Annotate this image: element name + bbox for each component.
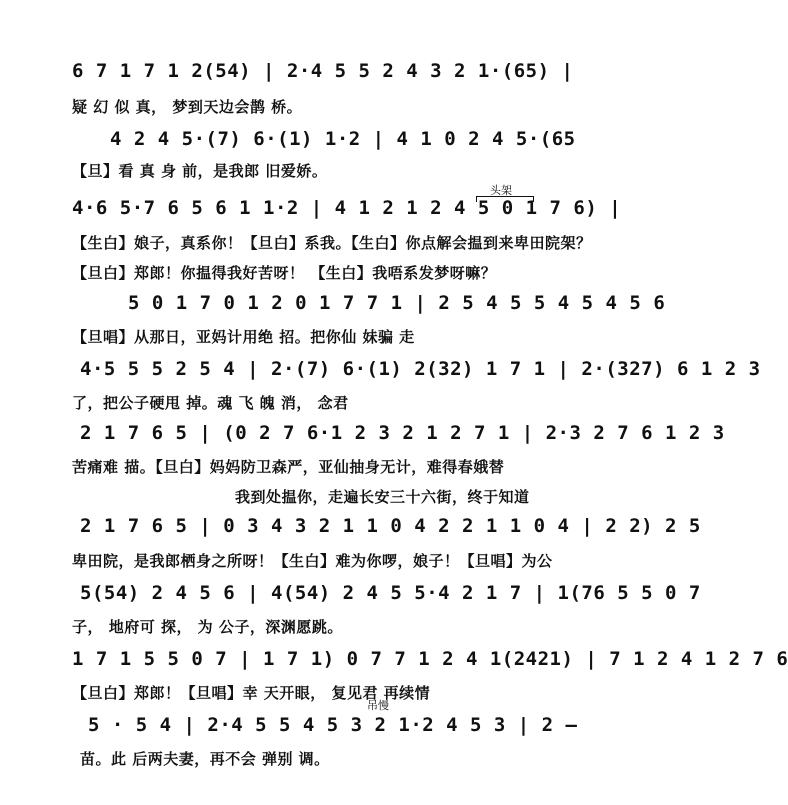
head-frame-mark: 头架 (490, 184, 512, 197)
lyrics-line: 卑田院，是我郎栖身之所呀！【生白】难为你啰，娘子！【旦唱】为公 (72, 552, 553, 570)
notation-line: 1 7 1 5 5 0 7 | 1 7 1) 0 7 7 1 2 4 1(2421) | 7 1 2 4 1 2 7 6 (72, 648, 788, 670)
lyrics-line: 【旦白】郑郎！【旦唱】幸 天开眼， 复见君 再续情 (72, 684, 431, 702)
notation-line: 4 2 4 5·(7) 6·(1) 1·2 | 4 1 0 2 4 5·(65 (110, 128, 576, 150)
lyrics-line: 子， 地府可 探， 为 公子，深渊愿跳。 (72, 618, 343, 636)
lyrics-line: 【生白】娘子，真系你！【旦白】系我。【生白】你点解会揾到来卑田院架？ (72, 234, 592, 252)
notation-line: 4·5 5 5 2 5 4 | 2·(7) 6·(1) 2(32) 1 7 1 | 2·(327) 6 1 2 3 (80, 358, 761, 380)
lyrics-line: 【旦】看 真 身 前，是我郎 旧爱娇。 (72, 162, 328, 180)
lyrics-line: 【旦唱】从那日，亚妈计用绝 招。把你仙 妹骗 走 (72, 328, 415, 346)
lyrics-line: 疑 幻 似 真， 梦到天边会鹊 桥。 (72, 98, 303, 116)
lyrics-line: 【旦白】郑郎！你揾得我好苦呀！ 【生白】我唔系发梦呀嘛？ (72, 264, 497, 282)
lyrics-line: 苗。此 后两夫妻，再不会 弹别 调。 (80, 750, 330, 768)
notation-line: 5 · 5 4 | 2·4 5 5 4 5 3 2 1·2 4 5 3 | 2 — (88, 714, 578, 736)
notation-line: 2 1 7 6 5 | 0 3 4 3 2 1 1 0 4 2 2 1 1 0 4 | 2 2) 2 5 (80, 515, 701, 537)
notation-line: 6 7 1 7 1 2(54) | 2·4 5 5 2 4 3 2 1·(65) | (72, 60, 574, 82)
slow-down-mark: 吊慢 (367, 699, 389, 712)
lyrics-line: 了，把公子硬甩 掉。魂 飞 魄 消， 念君 (72, 394, 349, 412)
notation-line: 5 0 1 7 0 1 2 0 1 7 7 1 | 2 5 4 5 5 4 5 4 5 6 (128, 292, 666, 314)
lyrics-line: 我到处揾你，走遍长安三十六街，终于知道 (235, 488, 530, 506)
notation-line: 4·6 5·7 6 5 6 1 1·2 | 4 1 2 1 2 4 5 0 1 7 6) | (72, 197, 622, 219)
notation-line: 5(54) 2 4 5 6 | 4(54) 2 4 5 5·4 2 1 7 | 1(76 5 5 0 7 (80, 582, 701, 604)
lyrics-line: 苦痛难 描。【旦白】妈妈防卫森严，亚仙抽身无计，难得春娥替 (72, 458, 505, 476)
notation-line: 2 1 7 6 5 | (0 2 7 6·1 2 3 2 1 2 7 1 | 2·3 2 7 6 1 2 3 (80, 422, 725, 444)
